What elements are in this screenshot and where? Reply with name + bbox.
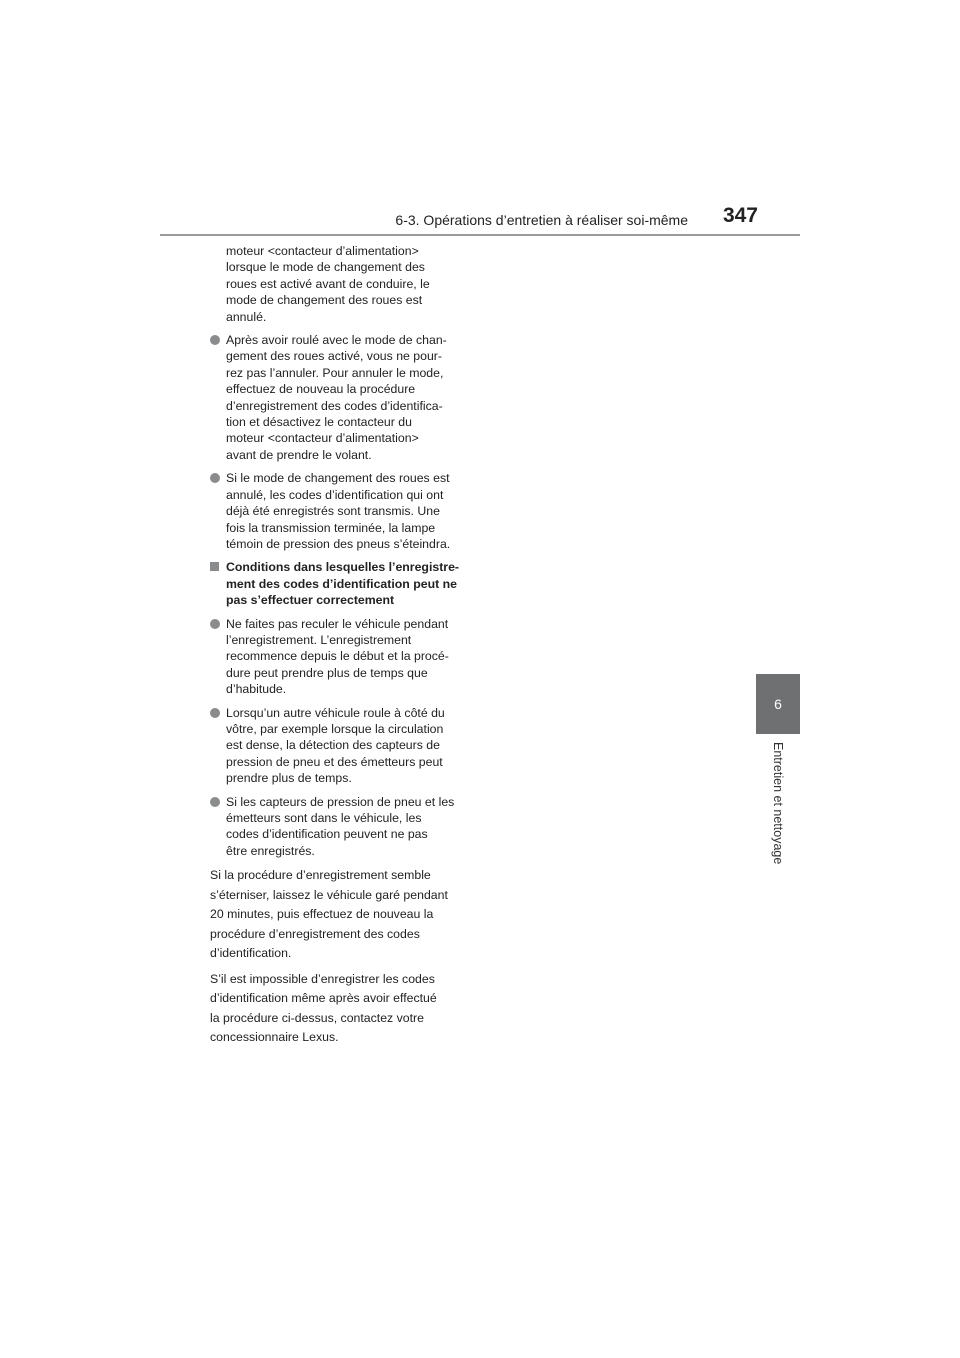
main-content xyxy=(210,243,472,1054)
text-line: Lorsqu’un autre véhicule roule à côté du xyxy=(226,705,445,720)
text-line: prendre plus de temps. xyxy=(226,771,352,786)
text-line: procédure d’enregistrement des codes xyxy=(210,926,420,941)
text-line: recommence depuis le début et la procé- xyxy=(226,649,449,664)
bullet-item xyxy=(210,705,472,787)
page-header xyxy=(160,204,800,234)
text-line: dure peut prendre plus de temps que xyxy=(226,665,428,680)
text-line: d’habitude. xyxy=(226,682,287,697)
text-line: gement des roues activé, vous ne pour- xyxy=(226,349,443,364)
text-line: mode de changement des roues est xyxy=(226,293,423,308)
bullet-dot-icon xyxy=(210,708,220,718)
text-line: 20 minutes, puis effectuez de nouveau la xyxy=(210,907,434,922)
bullet-item xyxy=(210,616,472,698)
heading-line: Conditions dans lesquelles l’enregistre- xyxy=(226,560,460,575)
text-line: d’enregistrement des codes d’identifica- xyxy=(226,398,443,413)
bullet-dot-icon xyxy=(210,797,220,807)
bullet-item xyxy=(210,794,472,860)
text-line: moteur <contacteur d’alimentation> xyxy=(226,244,419,258)
text-line: rez pas l’annuler. Pour annuler le mode, xyxy=(226,365,444,380)
bullet-dot-icon xyxy=(210,619,220,629)
text-line: la procédure ci-dessus, contactez votre xyxy=(210,1010,424,1025)
heading-line: ment des codes d’identification peut ne xyxy=(226,576,457,591)
text-line: Si la procédure d’enregistrement semble xyxy=(210,868,431,883)
bullet-dot-icon xyxy=(210,473,220,483)
text-line: Après avoir roulé avec le mode de chan- xyxy=(226,333,447,348)
text-line: fois la transmission terminée, la lampe xyxy=(226,520,436,535)
text-line: annulé, les codes d’identification qui ont xyxy=(226,487,444,502)
bullet-item xyxy=(210,332,472,463)
text-line: lorsque le mode de changement des xyxy=(226,260,425,275)
heading-line: pas s’effectuer correctement xyxy=(226,593,395,608)
heading-square-icon xyxy=(210,562,219,571)
section-heading xyxy=(210,559,472,608)
text-line: vôtre, par exemple lorsque la circulation xyxy=(226,721,444,736)
text-line: avant de prendre le volant. xyxy=(226,447,372,462)
text-line: est dense, la détection des capteurs de xyxy=(226,738,440,753)
bullet-item xyxy=(210,470,472,552)
text-line: témoin de pression des pneus s’éteindra. xyxy=(226,536,451,551)
chapter-tab xyxy=(756,674,800,734)
chapter-label-container xyxy=(768,742,788,892)
body-paragraph xyxy=(210,970,472,1048)
text-line: Si le mode de changement des roues est xyxy=(226,471,450,486)
text-line: être enregistrés. xyxy=(226,843,315,858)
text-line: S’il est impossible d’enregistrer les codes xyxy=(210,971,435,986)
text-line: l’enregistrement. L’enregistrement xyxy=(226,632,412,647)
bullet-dot-icon xyxy=(210,335,220,345)
chapter-label: Entretien et nettoyage xyxy=(771,742,785,865)
page-number: 347 xyxy=(722,204,758,227)
text-line: concessionnaire Lexus. xyxy=(210,1030,339,1045)
text-line: déjà été enregistrés sont transmis. Une xyxy=(226,504,440,519)
chapter-number: 6 xyxy=(774,696,782,712)
text-line: roues est activé avant de conduire, le xyxy=(226,276,430,291)
text-line: émetteurs sont dans le véhicule, les xyxy=(226,811,422,825)
text-line: tion et désactivez le contacteur du xyxy=(226,415,412,430)
header-divider xyxy=(160,234,800,236)
text-line: Ne faites pas reculer le véhicule pendant xyxy=(226,616,449,631)
text-line: codes d’identification peuvent ne pas xyxy=(226,827,428,842)
text-line: d’identification. xyxy=(210,946,292,961)
text-line: Si les capteurs de pression de pneu et les xyxy=(226,794,455,809)
text-line: annulé. xyxy=(226,309,267,324)
text-line: moteur <contacteur d’alimentation> xyxy=(226,431,419,446)
body-paragraph xyxy=(210,866,472,964)
text-line: effectuez de nouveau la procédure xyxy=(226,382,416,397)
section-title: 6-3. Opérations d’entretien à réaliser soi-même xyxy=(395,212,688,228)
text-line: pression de pneu et des émetteurs peut xyxy=(226,754,443,769)
text-line: d’identification même après avoir effectué xyxy=(210,991,437,1006)
continued-paragraph xyxy=(210,243,472,325)
text-line: s’éterniser, laissez le véhicule garé pendant xyxy=(210,887,448,902)
